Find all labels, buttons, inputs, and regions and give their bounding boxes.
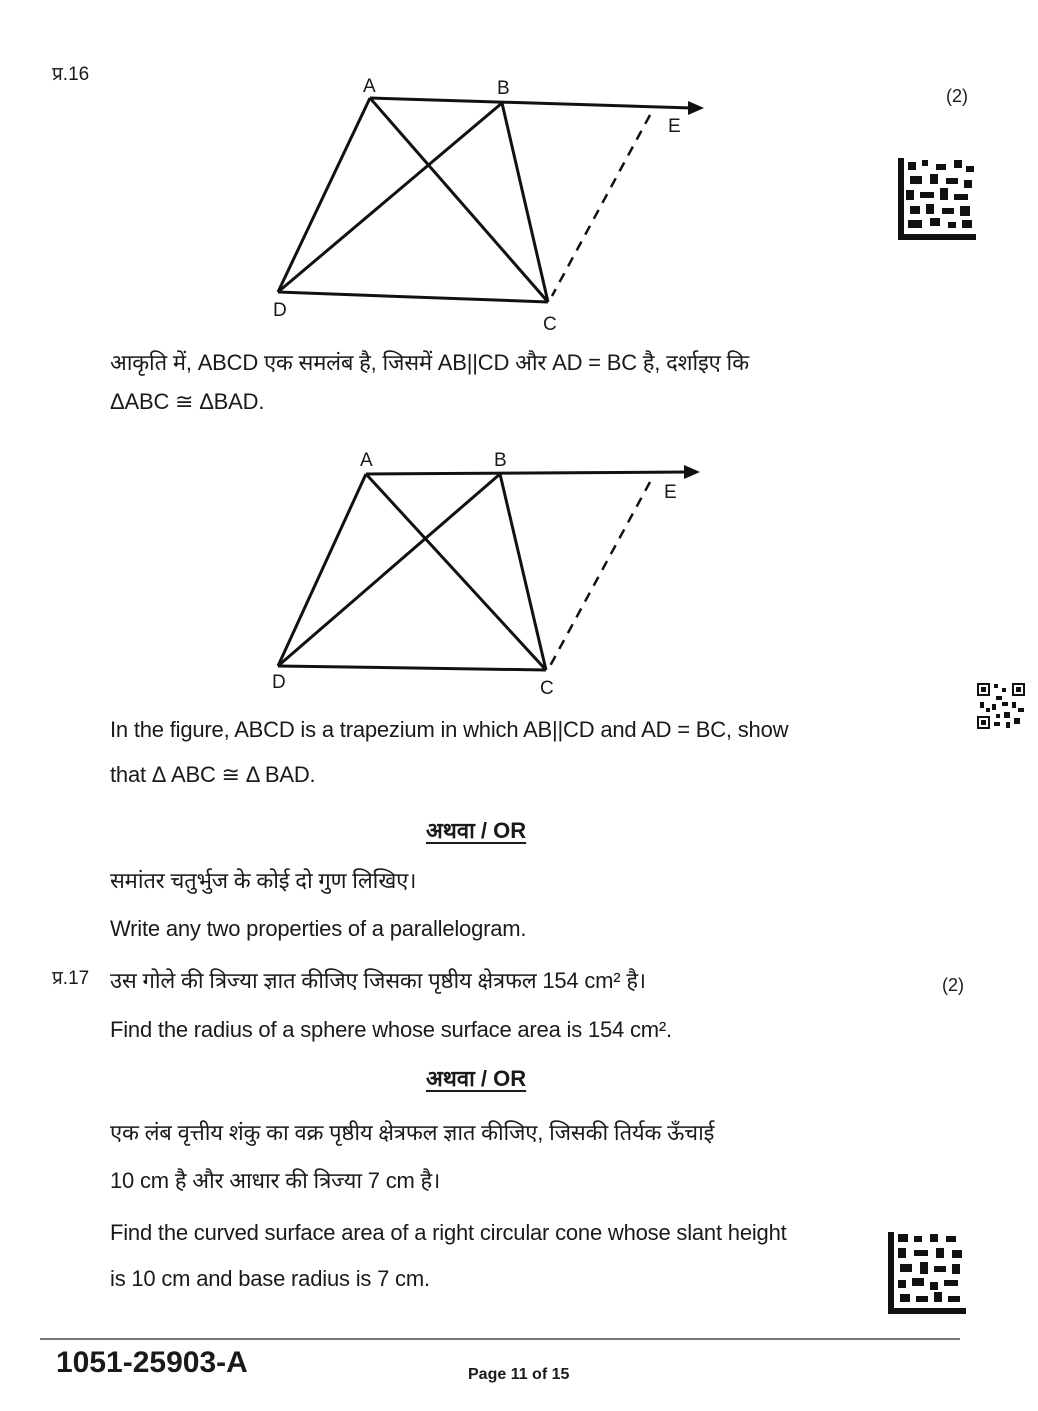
label-d: D — [272, 672, 286, 693]
page-number: Page 11 of 15 — [468, 1366, 570, 1383]
q16-english-line1: In the figure, ABCD is a trapezium in which AB||CD and AD = BC, show — [110, 717, 789, 742]
label-d: D — [273, 300, 287, 321]
q17-hindi: उस गोले की त्रिज्या ज्ञात कीजिए जिसका पृष्ठीय क्षेत्रफल 154 cm² है। — [110, 968, 646, 993]
arrow-head — [684, 465, 700, 479]
side-bc — [500, 474, 546, 670]
arrow-head — [688, 101, 704, 115]
question-number-16: प्र.16 — [52, 64, 90, 85]
q17-or-hindi-line2: 10 cm है और आधार की त्रिज्या 7 cm है। — [110, 1168, 441, 1193]
diagonal-bd — [278, 474, 500, 666]
q16-hindi-line1: आकृति में, ABCD एक समलंब है, जिसमें AB||CD और AD = BC है, दर्शाइए कि — [110, 350, 749, 375]
or-divider-q17: अथवा / OR — [426, 1066, 527, 1091]
marks-q17: (2) — [942, 975, 964, 995]
question-number-17: प्र.17 — [52, 968, 90, 989]
label-c: C — [543, 314, 557, 335]
label-b: B — [494, 450, 507, 471]
label-a: A — [360, 450, 373, 471]
label-c: C — [540, 678, 554, 699]
dashed-line-ce — [552, 115, 650, 296]
side-ad — [278, 474, 366, 666]
diagonal-ac — [366, 474, 546, 670]
side-ad — [278, 98, 370, 292]
data-matrix-code — [896, 156, 978, 242]
side-bc — [502, 103, 548, 302]
line-ab-extended — [366, 472, 688, 474]
or-divider-q16: अथवा / OR — [426, 818, 527, 843]
label-e: E — [664, 482, 677, 503]
q17-english: Find the radius of a sphere whose surface area is 154 cm². — [110, 1017, 672, 1042]
q17-or-hindi-line1: एक लंब वृत्तीय शंकु का वक्र पृष्ठीय क्षेत्रफल ज्ञात कीजिए, जिसकी तिर्यक ऊँचाई — [110, 1120, 715, 1145]
label-b: B — [497, 78, 510, 99]
paper-code: 1051-25903-A — [56, 1346, 248, 1379]
diagonal-ac — [370, 98, 548, 302]
diagonal-bd — [278, 103, 502, 292]
line-ab-extended — [370, 98, 692, 108]
q16-or-english: Write any two properties of a parallelogram. — [110, 916, 527, 941]
marks-q16: (2) — [946, 86, 968, 106]
q16-english-line2: that Δ ABC ≅ Δ BAD. — [110, 762, 316, 787]
label-e: E — [668, 116, 681, 137]
q17-or-english-line2: is 10 cm and base radius is 7 cm. — [110, 1266, 430, 1291]
data-matrix-code-bottom — [886, 1230, 968, 1316]
footer-rule — [40, 1338, 960, 1340]
q17-or-english-line1: Find the curved surface area of a right circular cone whose slant height — [110, 1220, 787, 1245]
side-dc — [278, 666, 546, 670]
trapezium-figure-2 — [260, 440, 730, 710]
qr-code — [976, 682, 1026, 730]
dashed-line-ce — [550, 482, 650, 666]
side-dc — [278, 292, 548, 302]
q16-hindi-line2: ΔABC ≅ ΔBAD. — [110, 389, 265, 414]
q16-or-hindi: समांतर चतुर्भुज के कोई दो गुण लिखिए। — [110, 868, 417, 893]
label-a: A — [363, 76, 376, 97]
trapezium-figure-1 — [260, 70, 730, 340]
